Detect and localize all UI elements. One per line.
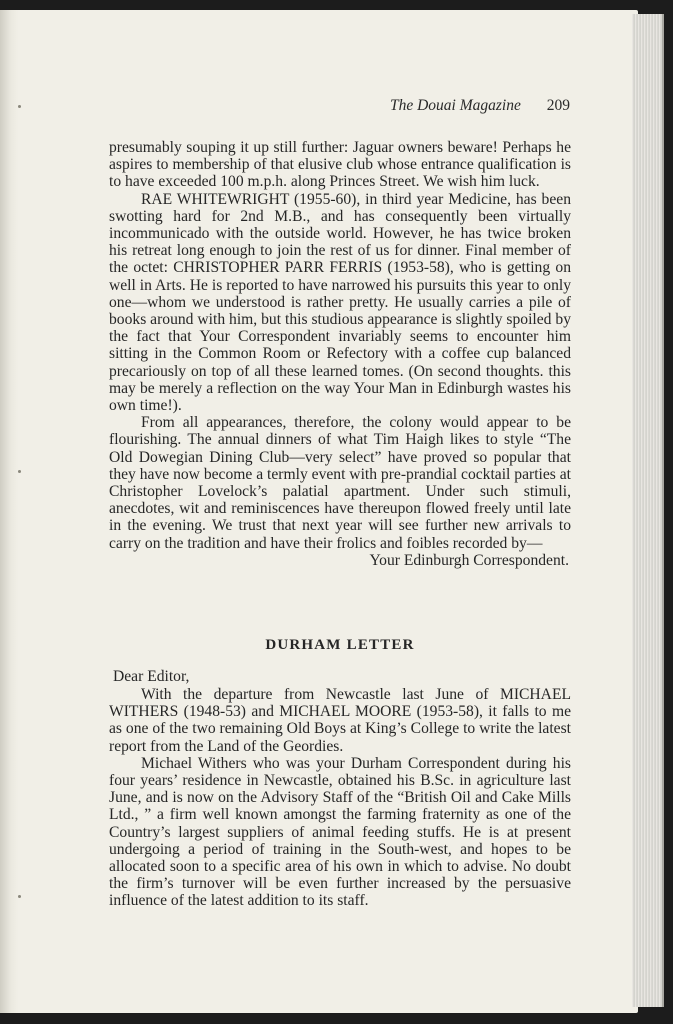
page-gutter bbox=[0, 10, 18, 1013]
paragraph: Michael Withers who was your Durham Correspondent during his four years’ residence in Newcastle, obtained his B.Sc. in agriculture last June, and is now on the Advisory Staff of the “British Oil and Cake Mills Ltd., ” a firm well known amongst the farming fraternity as one of the Country’s largest suppliers of animal feeding stuffs. He is at present undergoing a period of training in the South-west, and hopes to be allocated soon to a specific area of his own in which to advise. No doubt the firm’s turnover will be even further increased by the persuasive influence of the latest addition to its staff. bbox=[109, 754, 571, 910]
signature: Your Edinburgh Correspondent. bbox=[369, 551, 569, 569]
durham-letter-body bbox=[109, 686, 571, 910]
binding-stitch bbox=[18, 470, 21, 473]
page-edges bbox=[632, 14, 664, 1007]
paragraph: From all appearances, therefore, the colony would appear to be flourishing. The annual dinners of what Tim Haigh likes to style “The Old Dowegian Dining Club—very select” have proved so popular that they have now become a termly event with pre-prandial cocktail parties at Christopher Lovelock’s palatial apartment. Under such stimuli, anecdotes, wit and reminiscences have thereupon flowed freely until late in the evening. We trust that next year will see further new arrivals to carry on the tradition and have their frolics and foibles recorded by— bbox=[109, 414, 571, 552]
running-header bbox=[110, 97, 570, 115]
binding-stitch bbox=[18, 105, 21, 108]
edinburgh-letter-body bbox=[109, 139, 571, 569]
page-number: 209 bbox=[546, 97, 570, 114]
paragraph: RAE WHITEWRIGHT (1955-60), in third year Medicine, has been swotting hard for 2nd M.B., and has consequently been virtually incommunicado with the outside world. However, he has twice broken his retreat long enough to join the rest of us for dinner. Final member of the octet: CHRISTOPHER PARR FERRIS (1953-58), who is getting on well in Arts. He is reported to have narrowed his pursuits this year to only one—whom we understood is rather pretty. He usually carries a pile of books around with him, but this studious appearance is slightly spoiled by the fact that Your Correspondent invariably seems to encounter him sitting in the Common Room or Refectory with a coffee cup balanced precariously on top of all these learned tomes. (On second thoughts. this may be merely a reflection on the way Your Man in Edinburgh wastes his own time!). bbox=[109, 190, 571, 415]
magazine-title: The Douai Magazine bbox=[389, 97, 521, 114]
paragraph: presumably souping it up still further: Jaguar owners beware! Perhaps he aspires to membership of that elusive club whose entrance qualification is to have exceeded 100 m.p.h. along Princes Street. We wish him luck. bbox=[109, 139, 571, 191]
paragraph: With the departure from Newcastle last June of MICHAEL WITHERS (1948-53) and MICHAEL MOORE (1953-58), it falls to me as one of the two remaining Old Boys at King’s College to write the latest report from the Land of the Geordies. bbox=[109, 686, 571, 755]
salutation: Dear Editor, bbox=[113, 668, 190, 685]
binding-stitch bbox=[18, 895, 21, 898]
section-title: DURHAM LETTER bbox=[265, 637, 415, 653]
